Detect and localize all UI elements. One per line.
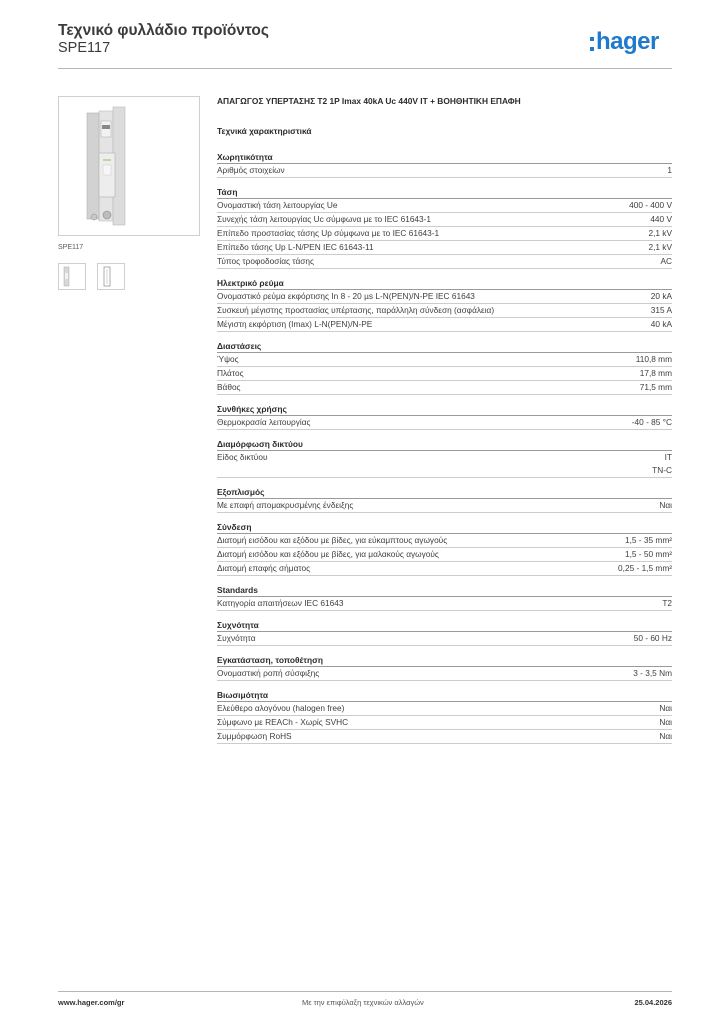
section-spacer: [217, 332, 672, 340]
spec-row: [217, 702, 672, 716]
spec-value-group: [667, 164, 672, 177]
spec-row: [217, 381, 672, 395]
spec-section: [217, 403, 672, 438]
spec-label: Ονομαστική ροπή σύσφιξης: [217, 668, 320, 678]
section-title: Διαμόρφωση δικτύου: [217, 438, 672, 451]
spec-label: Συσκευή μέγιστης προστασίας υπέρτασης, παράλληλη σύνδεση (ασφάλεια): [217, 305, 495, 315]
section-spacer: [217, 611, 672, 619]
spec-label: Τύπος τροφοδοσίας τάσης: [217, 256, 315, 266]
spec-value: 440 V: [650, 214, 672, 224]
spec-label: Συνεχής τάση λειτουργίας Uc σύμφωνα με το IEC 61643-1: [217, 214, 432, 224]
spec-row: [217, 199, 672, 213]
spec-value: 17,8 mm: [639, 368, 672, 378]
footer-notice: Με την επιφύλαξη τεχνικών αλλαγών: [302, 998, 424, 1007]
spec-value: 110,8 mm: [635, 354, 672, 364]
spec-label: Διατομή εισόδου και εξόδου με βίδες, για μαλακούς αγωγούς: [217, 549, 439, 559]
header-divider: [58, 68, 672, 69]
spec-value: 0,25 - 1,5 mm²: [618, 563, 672, 573]
spec-value-group: [636, 353, 672, 366]
spec-row: [217, 367, 672, 381]
dimension-drawing-icon: [98, 264, 124, 289]
section-spacer: [217, 430, 672, 438]
spec-section: [217, 277, 672, 340]
spec-value: 1: [667, 165, 672, 175]
spec-value: 40 kA: [650, 319, 672, 329]
spec-label: Αριθμός στοιχείων: [217, 165, 285, 175]
spec-row: [217, 318, 672, 332]
spec-value-group: [629, 199, 672, 212]
spec-row: [217, 597, 672, 611]
spec-value-group: [659, 702, 672, 715]
spec-value: AC: [660, 256, 672, 266]
spec-row: [217, 716, 672, 730]
footer-divider: [58, 991, 672, 992]
product-code-caption: SPE117: [58, 244, 84, 251]
spec-value: Ναι: [659, 703, 672, 713]
product-thumbnail-1[interactable]: [58, 263, 86, 290]
spec-value-group: [651, 304, 672, 317]
hager-logo: [590, 29, 659, 55]
spec-label: Ελεύθερο αλογόνου (halogen free): [217, 703, 345, 713]
section-spacer: [217, 178, 672, 186]
spec-value: -40 - 85 °C: [631, 417, 672, 427]
spec-value-group: [640, 367, 672, 380]
spec-value: 50 - 60 Hz: [633, 633, 672, 643]
section-spacer: [217, 576, 672, 584]
spec-section: [217, 340, 672, 403]
section-spacer: [217, 513, 672, 521]
spec-value-group: [625, 534, 672, 547]
spec-label: Συμμόρφωση RoHS: [217, 731, 292, 741]
spec-label: Ύψος: [217, 354, 239, 364]
spec-label: Διατομή εισόδου και εξόδου με βίδες, για εύκαμπτους αγωγούς: [217, 535, 448, 545]
spec-value: IT: [664, 452, 672, 462]
spec-value-group: [633, 667, 672, 680]
spec-label: Επίπεδο προστασίας τάσης Up σύμφωνα με το IEC 61643-1: [217, 228, 440, 238]
spec-section: [217, 186, 672, 277]
section-title: Συνθήκες χρήσης: [217, 403, 672, 416]
spec-value: Ναι: [659, 500, 672, 510]
spec-value-group: [648, 241, 672, 254]
product-thumbnail-2[interactable]: [97, 263, 125, 290]
spec-row: [217, 255, 672, 269]
spec-row: [217, 548, 672, 562]
spec-label: Ονομαστικό ρεύμα εκφόρτισης In 8 - 20 µs L-N(PEN)/N-PE IEC 61643: [217, 291, 475, 301]
section-title: Συχνότητα: [217, 619, 672, 632]
spec-value-group: [625, 548, 672, 561]
section-title: Τάση: [217, 186, 672, 199]
section-spacer: [217, 646, 672, 654]
footer-website[interactable]: www.hager.com/gr: [58, 998, 125, 1007]
section-title: Βιωσιμότητα: [217, 689, 672, 702]
spec-row: [217, 164, 672, 178]
spec-row: [217, 632, 672, 646]
spec-value: 71,5 mm: [639, 382, 672, 392]
spec-row: [217, 213, 672, 227]
page-title: Τεχνικό φυλλάδιο προϊόντος: [58, 22, 269, 39]
logo-dots-icon: [590, 37, 594, 51]
spec-row: [217, 451, 672, 478]
spec-label: Μέγιστη εκφόρτιση (Imax) L-N(PEN)/N-PE: [217, 319, 373, 329]
spec-value: 2,1 kV: [648, 228, 672, 238]
features-heading: Τεχνικά χαρακτηριστικά: [217, 126, 312, 136]
section-title: Standards: [217, 584, 672, 597]
section-spacer: [217, 395, 672, 403]
section-spacer: [217, 478, 672, 486]
spec-section: [217, 151, 672, 186]
spec-row: [217, 290, 672, 304]
spec-value-group: [659, 499, 672, 512]
section-title: Διαστάσεις: [217, 340, 672, 353]
spec-row: [217, 499, 672, 513]
spec-value: 3 - 3,5 Nm: [633, 668, 672, 678]
spec-label: Θερμοκρασία λειτουργίας: [217, 417, 311, 427]
spec-section: [217, 689, 672, 752]
spec-value: Ναι: [659, 717, 672, 727]
spec-value-group: [618, 562, 672, 575]
product-heading: ΑΠΑΓΩΓΟΣ ΥΠΕΡΤΑΣΗΣ T2 1P Imax 40kA Uc 440V IT + ΒΟΗΘΗΤΙΚΗ ΕΠΑΦΗ: [217, 96, 521, 106]
spec-label: Βάθος: [217, 382, 241, 392]
section-spacer: [217, 269, 672, 277]
spec-row: [217, 353, 672, 367]
spec-value: Ναι: [659, 731, 672, 741]
product-image: [58, 96, 200, 236]
spec-value-group: [652, 451, 672, 477]
spec-section: [217, 619, 672, 654]
section-title: Χωρητικότητα: [217, 151, 672, 164]
section-title: Σύνδεση: [217, 521, 672, 534]
spec-label: Με επαφή απομακρυσμένης ένδειξης: [217, 500, 354, 510]
section-title: Εξοπλισμός: [217, 486, 672, 499]
spec-section: [217, 438, 672, 486]
spec-value-group: [648, 227, 672, 240]
spec-value: 1,5 - 35 mm²: [624, 535, 672, 545]
spec-section: [217, 654, 672, 689]
footer-date: 25.04.2026: [634, 998, 672, 1007]
spec-section: [217, 486, 672, 521]
spec-value-group: [659, 730, 672, 743]
spec-row: [217, 304, 672, 318]
spec-value-group: [634, 632, 672, 645]
spec-row: [217, 730, 672, 744]
spec-row: [217, 227, 672, 241]
spec-value: 400 - 400 V: [629, 200, 672, 210]
spec-value: 2,1 kV: [648, 242, 672, 252]
spec-value-group: [640, 381, 672, 394]
spec-row: [217, 667, 672, 681]
spec-value-group: [662, 597, 672, 610]
spec-row: [217, 241, 672, 255]
spec-row: [217, 416, 672, 430]
spec-label: Είδος δικτύου: [217, 452, 268, 462]
logo-text: hager: [596, 28, 659, 55]
spec-value-group: [632, 416, 672, 429]
spec-section: [217, 521, 672, 584]
spec-value-group: [650, 213, 672, 226]
spec-label: Σύμφωνο με REACh - Χωρίς SVHC: [217, 717, 349, 727]
spec-value-group: [660, 255, 672, 268]
section-spacer: [217, 744, 672, 752]
spec-label: Συχνότητα: [217, 633, 256, 643]
spec-value-group: [659, 716, 672, 729]
spec-value: T2: [662, 598, 672, 608]
section-title: Εγκατάσταση, τοποθέτηση: [217, 654, 672, 667]
spec-row: [217, 562, 672, 576]
product-thumb-icon: [59, 264, 85, 289]
spec-row: [217, 534, 672, 548]
spec-value-group: [651, 318, 672, 331]
spec-label: Πλάτος: [217, 368, 244, 378]
surge-arrester-icon: [59, 97, 199, 235]
spec-sections: [217, 151, 672, 752]
spec-value: 1,5 - 50 mm²: [624, 549, 672, 559]
spec-value: 315 A: [650, 305, 672, 315]
spec-label: Επίπεδο τάσης Up L-N/PEN IEC 61643-11: [217, 242, 374, 252]
page-subtitle: SPE117: [58, 40, 111, 56]
spec-label: Ονομαστική τάση λειτουργίας Ue: [217, 200, 338, 210]
spec-label: Διατομή επαφής σήματος: [217, 563, 311, 573]
spec-value-group: [651, 290, 672, 303]
section-spacer: [217, 681, 672, 689]
spec-label: Κατηγορία απαιτήσεων IEC 61643: [217, 598, 344, 608]
spec-value: 20 kA: [650, 291, 672, 301]
spec-value-secondary: TN-C: [652, 465, 672, 475]
specifications: [217, 96, 672, 752]
spec-section: [217, 584, 672, 619]
section-title: Ηλεκτρικό ρεύμα: [217, 277, 672, 290]
